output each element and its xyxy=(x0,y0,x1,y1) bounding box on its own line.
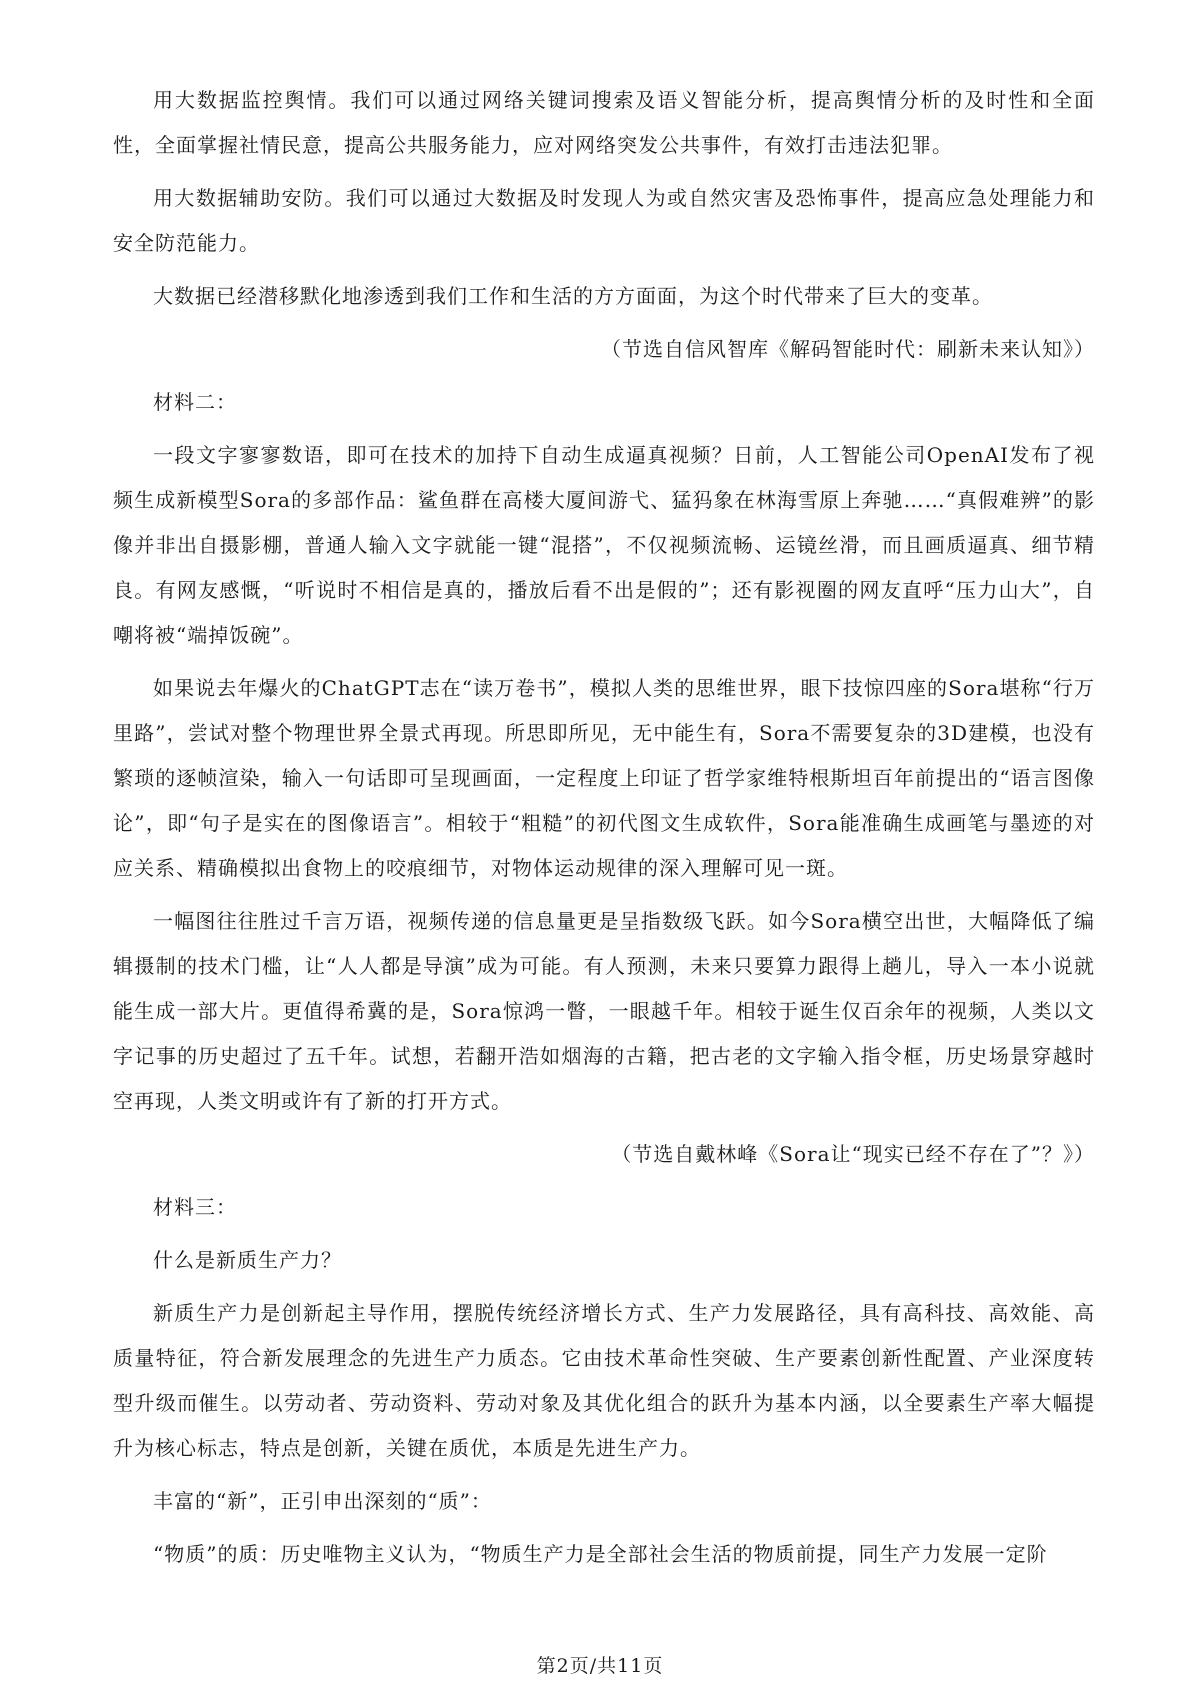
source-citation-2: （节选自戴林峰《Sora让“现实已经不存在了”？》） xyxy=(611,1142,1095,1166)
paragraph-material-quality: “物质”的质：历史唯物主义认为，“物质生产力是全部社会生活的物质前提，同生产力发展一定阶 xyxy=(153,1542,1048,1566)
material-two-heading: 材料二： xyxy=(153,390,237,414)
paragraph-bigdata-public-opinion: 用大数据监控舆情。我们可以通过网络关键词搜索及语义智能分析，提高舆情分析的及时性和全面性，全面掌握社情民意，提高公共服务能力，应对网络突发公共事件，有效打击违法犯罪。 xyxy=(113,88,1095,157)
material-three-question: 什么是新质生产力？ xyxy=(153,1248,342,1272)
document-body xyxy=(113,78,1095,1585)
page-footer-number: 第2页/共11页 xyxy=(536,1655,664,1677)
paragraph-bigdata-security: 用大数据辅助安防。我们可以通过大数据及时发现人为或自然灾害及恐怖事件，提高应急处理能力和安全防范能力。 xyxy=(113,186,1095,255)
paragraph-sora-intro: 一段文字寥寥数语，即可在技术的加持下自动生成逼真视频？日前，人工智能公司OpenAI发布了视频生成新模型Sora的多部作品：鲨鱼群在高楼大厦间游弋、猛犸象在林海雪原上奔驰……“真假难辨”的影像并非出自摄影棚，普通人输入文字就能一键“混搭”，不仅视频流畅、运镜丝滑，而且画质逼真、细节精良。有网友感慨，“听说时不相信是真的，播放后看不出是假的”；还有影视圈的网友直呼“压力山大”，自嘲将被“端掉饭碗”。 xyxy=(113,443,1095,647)
paragraph-sora-impact: 一幅图往往胜过千言万语，视频传递的信息量更是呈指数级飞跃。如今Sora横空出世，大幅降低了编辑摄制的技术门槛，让“人人都是导演”成为可能。有人预测，未来只要算力跟得上趟儿，导入一本小说就能生成一部大片。更值得希冀的是，Sora惊鸿一瞥，一眼越千年。相较于诞生仅百余年的视频，人类以文字记事的历史超过了五千年。试想，若翻开浩如烟海的古籍，把古老的文字输入指令框，历史场景穿越时空再现，人类文明或许有了新的打开方式。 xyxy=(113,909,1095,1113)
paragraph-new-productivity-definition: 新质生产力是创新起主导作用，摆脱传统经济增长方式、生产力发展路径，具有高科技、高效能、高质量特征，符合新发展理念的先进生产力质态。它由技术革命性突破、生产要素创新性配置、产业深度转型升级而催生。以劳动者、劳动资料、劳动对象及其优化组合的跃升为基本内涵，以全要素生产率大幅提升为核心标志，特点是创新，关键在质优，本质是先进生产力。 xyxy=(113,1301,1095,1460)
material-three-heading: 材料三： xyxy=(153,1195,237,1219)
paragraph-new-quality-lead: 丰富的“新”，正引申出深刻的“质”： xyxy=(153,1489,492,1513)
paragraph-bigdata-summary: 大数据已经潜移默化地渗透到我们工作和生活的方方面面，为这个时代带来了巨大的变革。 xyxy=(153,284,993,308)
paragraph-sora-chatgpt: 如果说去年爆火的ChatGPT志在“读万卷书”，模拟人类的思维世界，眼下技惊四座的Sora堪称“行万里路”，尝试对整个物理世界全景式再现。所思即所见，无中能生有，Sora不需要复杂的3D建模，也没有繁琐的逐帧渲染，输入一句话即可呈现画面，一定程度上印证了哲学家维特根斯坦百年前提出的“语言图像论”，即“句子是实在的图像语言”。相较于“粗糙”的初代图文生成软件，Sora能准确生成画笔与墨迹的对应关系、精确模拟出食物上的咬痕细节，对物体运动规律的深入理解可见一斑。 xyxy=(113,676,1095,880)
source-citation-1: （节选自信风智库《解码智能时代：刷新未来认知》） xyxy=(601,337,1095,361)
